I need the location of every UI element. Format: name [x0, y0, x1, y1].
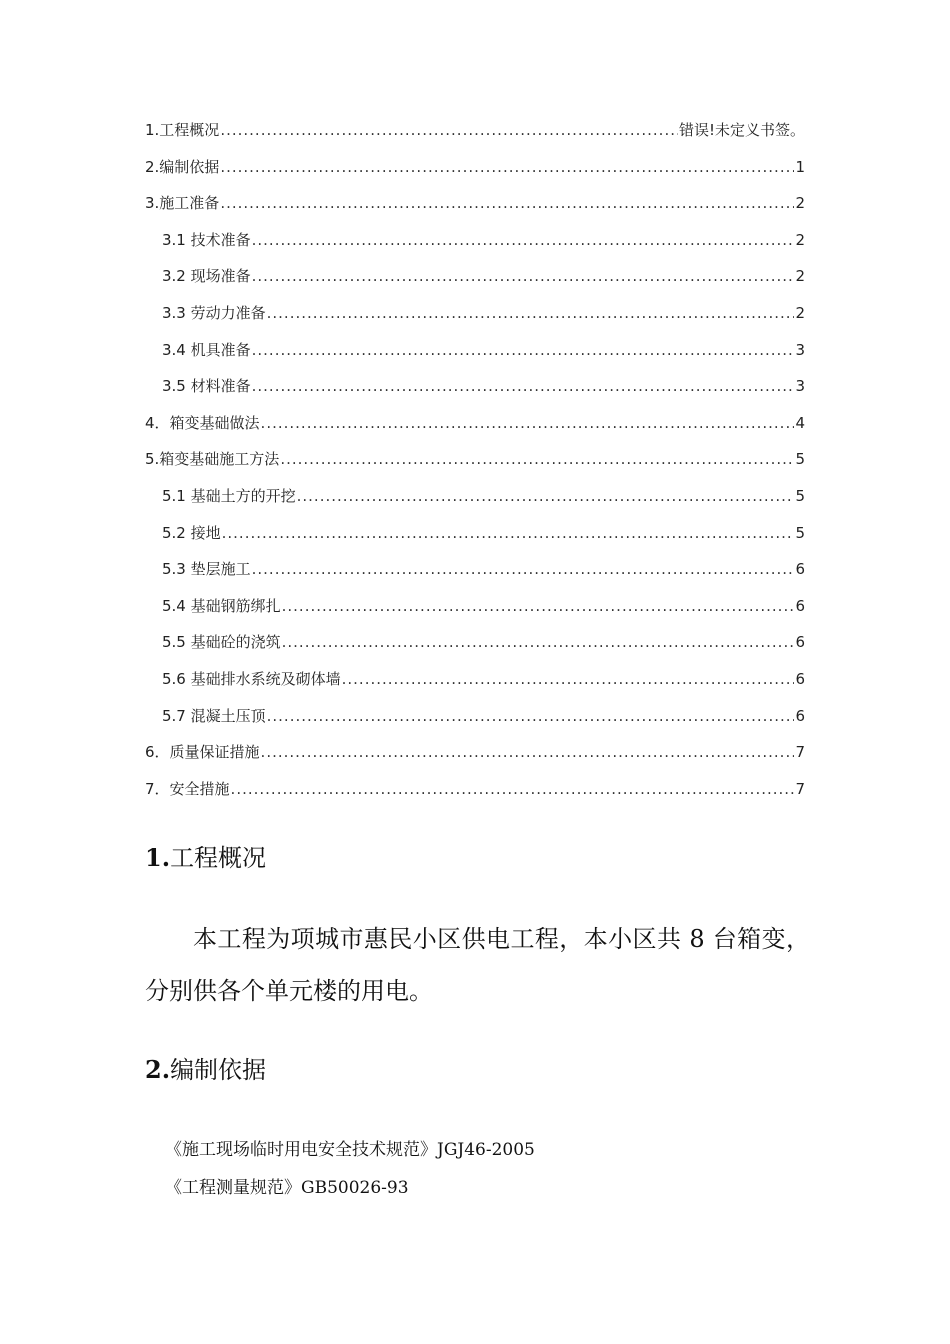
toc-dot-leader: [252, 368, 795, 405]
toc-subentry[interactable]: [145, 588, 805, 625]
toc-entry-label: 1.工程概况: [145, 121, 220, 139]
toc-dot-leader: [231, 771, 795, 808]
toc-entry-page: 5: [795, 523, 805, 542]
toc-entry-label: 5.7 混凝土压顶: [162, 706, 266, 725]
toc-entry-label: 5.2 接地: [162, 523, 221, 542]
reference-item: 《工程测量规范》GB50026-93: [165, 1178, 409, 1198]
toc-dot-leader: [267, 698, 795, 735]
toc-dot-leader: [222, 515, 795, 552]
toc-entry-page: 5: [795, 486, 805, 505]
toc-entry[interactable]: [145, 441, 805, 478]
toc-subentry[interactable]: [145, 551, 805, 588]
toc-subentry[interactable]: [145, 222, 805, 259]
toc-entry-label: 5.6 基础排水系统及砌体墙: [162, 669, 341, 688]
toc-entry-page: 7: [795, 743, 805, 762]
toc-entry-page: 6: [795, 706, 805, 725]
toc-dot-leader: [282, 624, 795, 661]
toc-dot-leader: [282, 588, 795, 625]
toc-dot-leader: [252, 222, 795, 259]
toc-entry-page: 3: [795, 377, 805, 396]
toc-entry-page: 5: [795, 450, 805, 469]
toc-entry-label: 3.1 技术准备: [162, 230, 251, 249]
toc-entry-label: 3.5 材料准备: [162, 377, 251, 396]
toc-entry[interactable]: [145, 112, 805, 149]
toc-dot-leader: [220, 185, 794, 222]
toc-subentry[interactable]: [145, 258, 805, 295]
toc-dot-leader: [267, 295, 795, 332]
toc-entry-label: 3.3 劳动力准备: [162, 303, 266, 322]
toc-entry-page: 6: [795, 596, 805, 615]
toc-subentry[interactable]: [145, 661, 805, 698]
toc-subentry[interactable]: [145, 515, 805, 552]
toc-entry-page: 2: [795, 267, 805, 286]
toc-subentry[interactable]: [145, 478, 805, 515]
toc-entry[interactable]: [145, 405, 805, 442]
toc-entry-page: 2: [795, 194, 805, 213]
toc-entry-label: 2.编制依据: [145, 157, 220, 176]
toc-entry-label: 5.4 基础钢筋绑扎: [162, 596, 281, 615]
toc-entry-label: 5.5 基础砼的浇筑: [162, 633, 281, 652]
toc-entry-label: 3.2 现场准备: [162, 267, 251, 286]
toc-dot-leader: [252, 258, 795, 295]
toc-entry-label: 4．箱变基础做法: [145, 413, 260, 432]
toc-subentry[interactable]: [145, 624, 805, 661]
toc-dot-leader: [220, 149, 794, 186]
toc-entry-label: 5.1 基础土方的开挖: [162, 486, 296, 505]
toc-dot-leader: [252, 332, 795, 369]
toc-entry-label: 6．质量保证措施: [145, 743, 260, 762]
section-1-body: 本工程为项城市惠民小区供电工程，本小区共 8 台箱变，分别供各个单元楼的用电。: [145, 925, 810, 1005]
toc-entry-page: 错误!未定义书签。: [678, 121, 805, 139]
toc-entry-page: 7: [795, 779, 805, 798]
toc-entry-page: 4: [795, 413, 805, 432]
toc-dot-leader: [252, 551, 795, 588]
toc-entry-page: 6: [795, 669, 805, 688]
section-2-number: 2.: [145, 1055, 171, 1084]
toc-entry-label: 5.3 垫层施工: [162, 560, 251, 579]
toc-entry-label: 3.4 机具准备: [162, 340, 251, 359]
toc-subentry[interactable]: [145, 698, 805, 735]
section-2-title: 编制依据: [170, 1056, 267, 1084]
toc-entry-page: 6: [795, 560, 805, 579]
section-1-title: 工程概况: [170, 844, 267, 872]
toc-dot-leader: [280, 441, 794, 478]
toc-entry-page: 2: [795, 230, 805, 249]
toc-entry-label: 7．安全措施: [145, 779, 230, 798]
section-1-heading: [145, 838, 266, 873]
toc-entry[interactable]: [145, 771, 805, 808]
toc-entry-page: 1: [795, 157, 805, 176]
toc-entry-label: 3.施工准备: [145, 194, 220, 213]
toc-entry-page: 3: [795, 340, 805, 359]
toc-dot-leader: [342, 661, 795, 698]
toc-subentry[interactable]: [145, 295, 805, 332]
toc-subentry[interactable]: [145, 368, 805, 405]
reference-item: 《施工现场临时用电安全技术规范》JGJ46-2005: [165, 1140, 535, 1160]
toc-dot-leader: [261, 405, 795, 442]
toc-entry[interactable]: [145, 185, 805, 222]
section-2-heading: [145, 1050, 266, 1085]
toc-dot-leader: [297, 478, 795, 515]
toc-entry[interactable]: [145, 734, 805, 771]
toc-entry-page: 2: [795, 303, 805, 322]
toc-subentry[interactable]: [145, 332, 805, 369]
toc-entry-page: 6: [795, 633, 805, 652]
toc-entry-label: 5.箱变基础施工方法: [145, 450, 280, 469]
toc-entry[interactable]: [145, 149, 805, 186]
toc-dot-leader: [261, 734, 795, 771]
toc-dot-leader: [220, 112, 678, 149]
table-of-contents: [145, 112, 805, 807]
section-1-number: 1.: [145, 843, 171, 872]
